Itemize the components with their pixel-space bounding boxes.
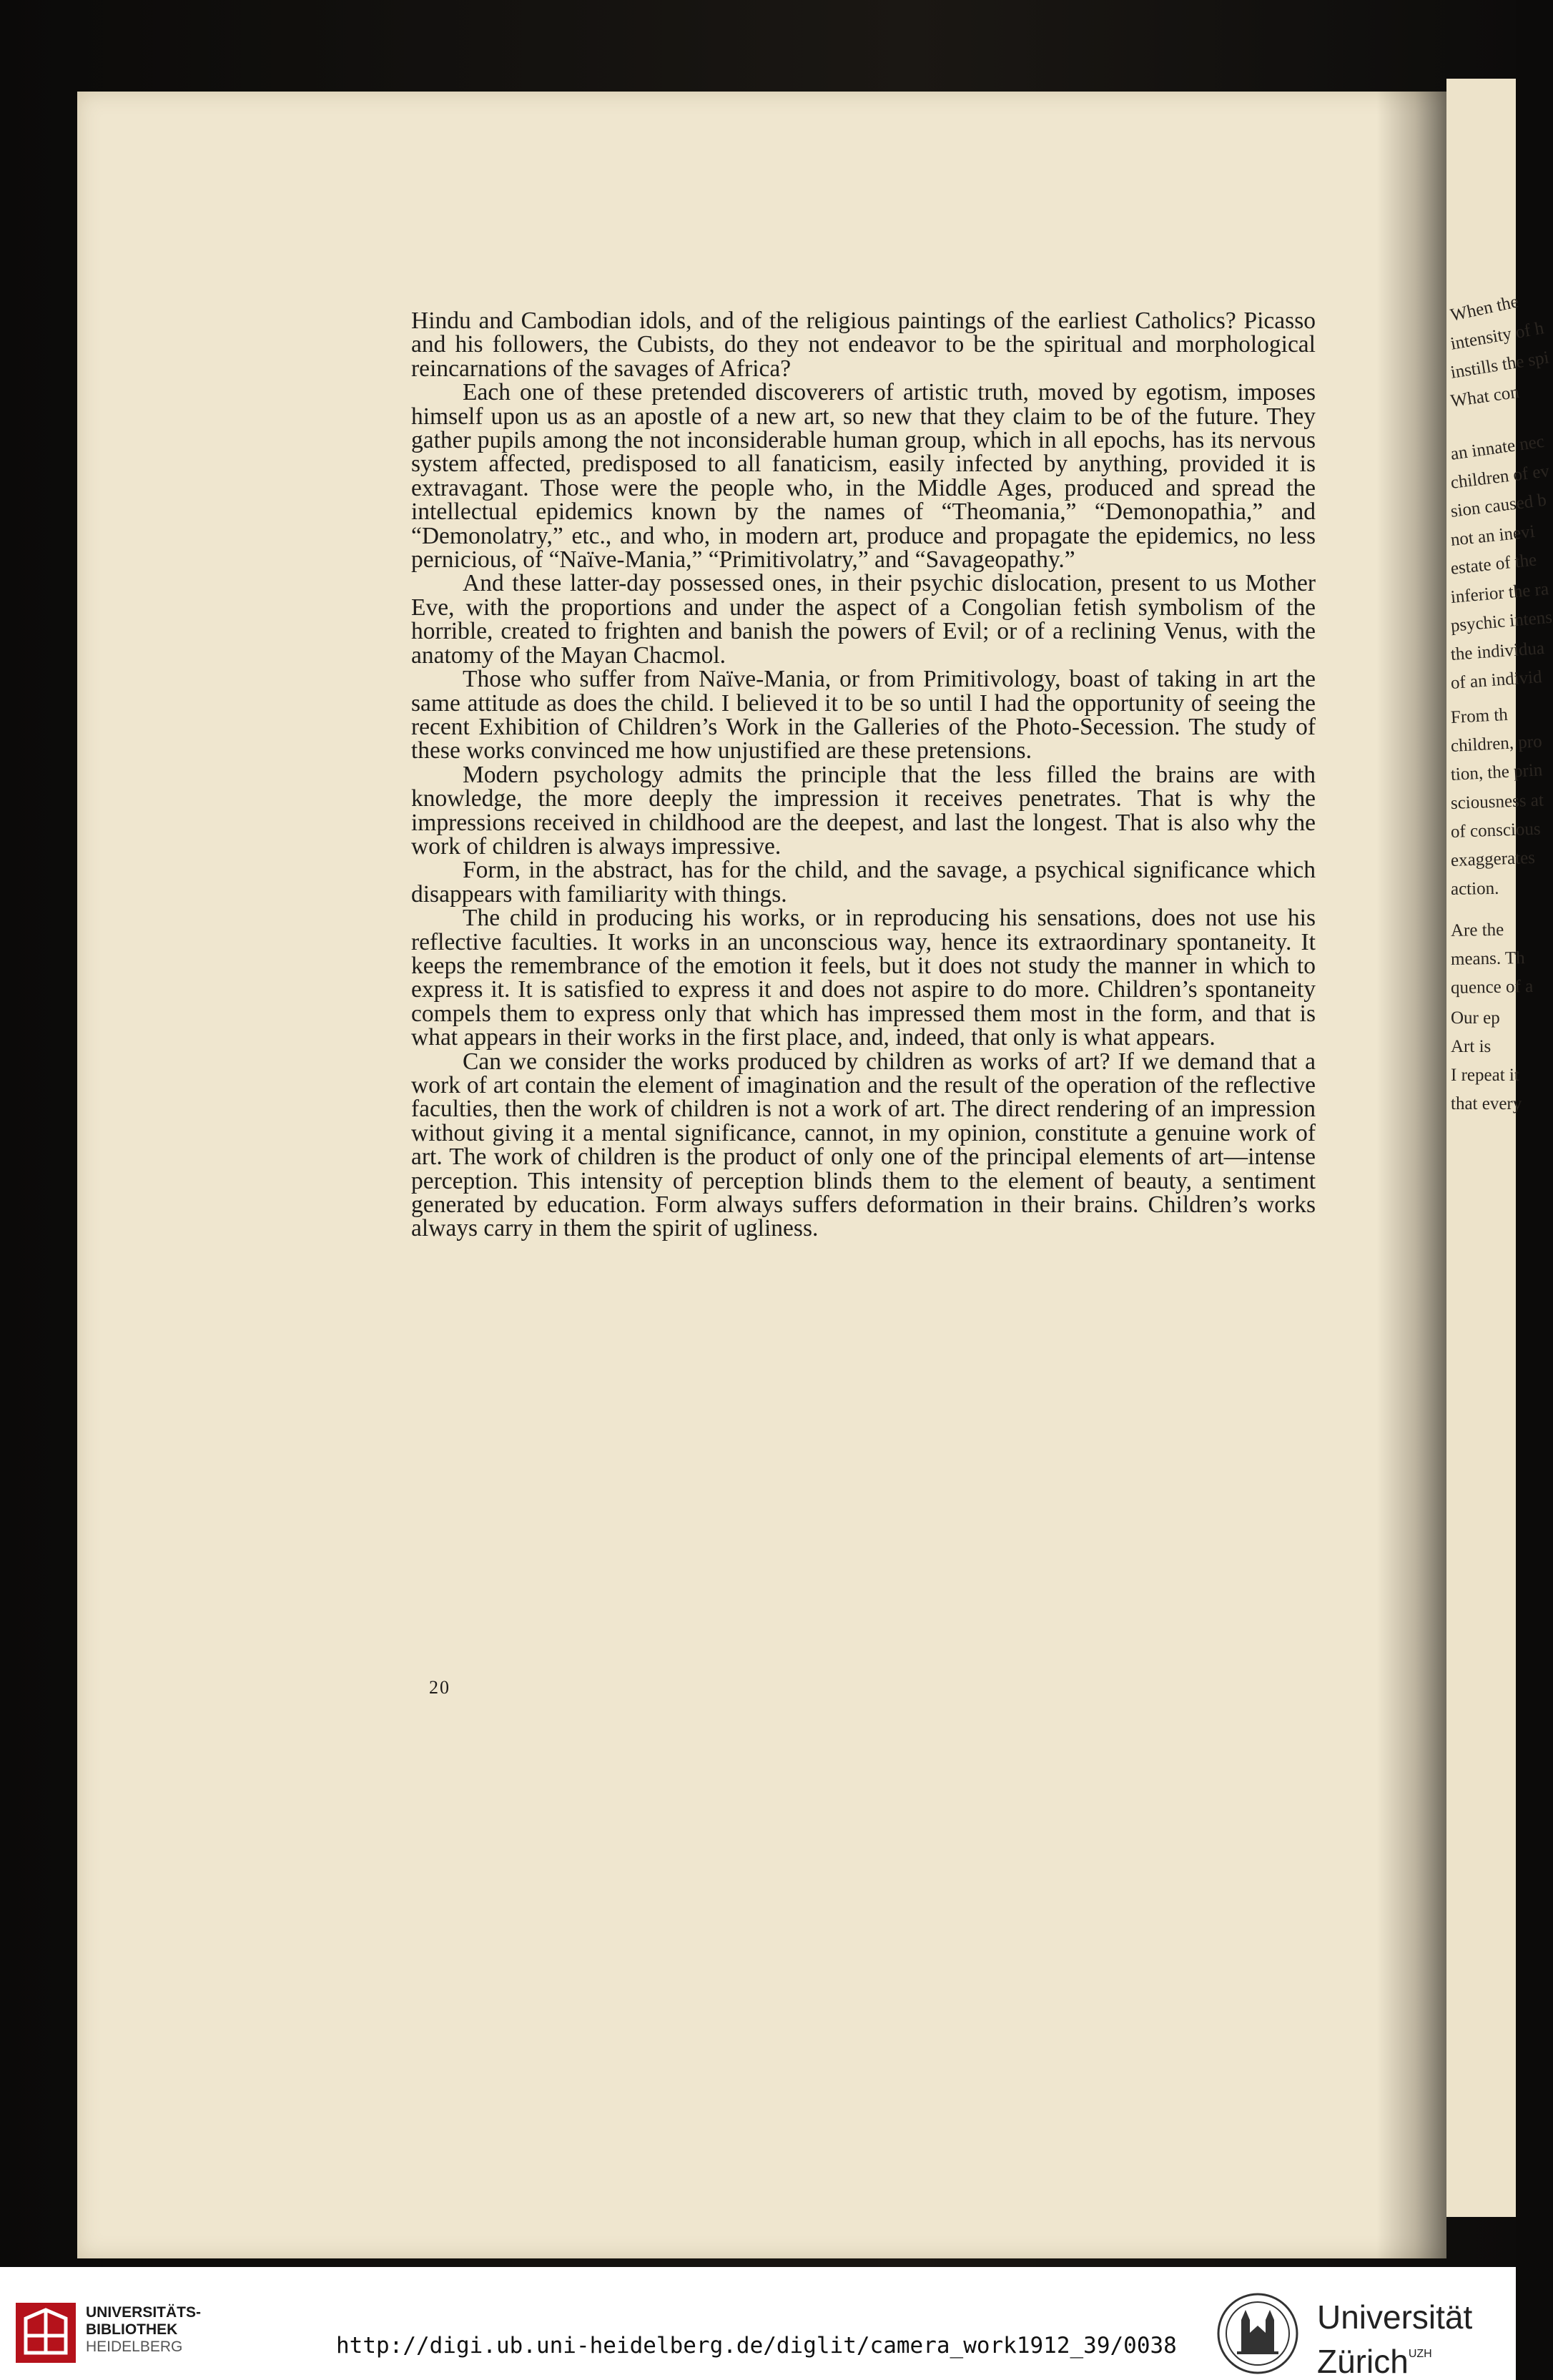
- paragraph: Each one of these pretended discoverers of artistic truth, moved by egotism, imposes himself upon us as an apostle of a new art, so new that they claim to be of the future. They gather pupils among the not inconsiderable human group, which in all epochs, has its nervous system affected, predisposed to all fanaticism, easily infected by anything, provided it is extravagant. Those were the people who, in the Middle Ages, produced and spread the intellectual epidemics known by the names of “Theomania,” “Demonopathia,” and “Demonolatry,” etc., and who, in modern art, produce and propagate the epidemics, no less pernicious, of “Naïve-Mania,” “Primitivolatry,” and “Savageopathy.”: [411, 379, 1316, 574]
- facing-page-fragment: Our ep: [1451, 1008, 1500, 1028]
- facing-page-fragment: Are the: [1450, 920, 1504, 940]
- ub-heidelberg-logo-icon: [16, 2303, 76, 2363]
- facing-page-fragment: instills the spi: [1449, 348, 1551, 383]
- facing-page-fragment: I repeat it: [1451, 1066, 1519, 1085]
- facing-page-fragment: the individua: [1450, 638, 1545, 664]
- facing-page-fragment: estate of the: [1449, 550, 1538, 579]
- page-number: 20: [429, 1677, 450, 1698]
- facing-page-fragment: of an individ: [1450, 667, 1543, 693]
- body-text: [411, 309, 1316, 1241]
- ub-heidelberg-wordmark: UNIVERSITÄTS- BIBLIOTHEK HEIDELBERG: [86, 2304, 202, 2355]
- facing-page-fragment: quence of a: [1450, 976, 1534, 998]
- uzh-seal-icon: [1216, 2291, 1300, 2376]
- facing-page-fragment: tion, the prin: [1450, 760, 1543, 785]
- page-gutter-shadow: [1376, 92, 1446, 2258]
- facing-page-fragment: exaggerates: [1450, 847, 1536, 870]
- facing-page-fragment: psychic intens: [1449, 607, 1553, 636]
- paragraph: Modern psychology admits the principle that the less filled the brains are with knowledge, the more deeply the impression it receives penetrates. That is why the impressions received in childhood are the deepest, and last the longest. That is also why the work of children is always impressive.: [411, 761, 1316, 860]
- paragraph: Form, in the abstract, has for the child, and the savage, a psychical significance which disappears with familiarity with things.: [411, 857, 1316, 908]
- facing-page-fragment: From th: [1450, 704, 1509, 727]
- facing-page-fragment: means. Th: [1450, 948, 1525, 969]
- footer-bar: [0, 2267, 1516, 2380]
- facing-page-fragment: What con: [1449, 382, 1521, 411]
- facing-page-fragment: Art is: [1451, 1037, 1492, 1056]
- source-url-link[interactable]: http://digi.ub.uni-heidelberg.de/diglit/camera_work1912_39/0038: [336, 2333, 1177, 2359]
- facing-page-fragment: intensity of h: [1449, 318, 1546, 354]
- facing-page-fragment: that every: [1451, 1094, 1522, 1113]
- facing-page-fragment: an innate nec: [1449, 431, 1546, 464]
- facing-page-fragment: action.: [1450, 878, 1499, 899]
- facing-page-fragment: of conscious: [1450, 819, 1542, 842]
- facing-page-fragment: children of ev: [1449, 461, 1551, 493]
- facing-page-edge: [1446, 79, 1553, 2217]
- paragraph: The child in producing his works, or in reproducing his sensations, does not use his reflective faculties. It works in an unconscious way, hence its extraordinary spontaneity. It keeps the remembrance of the emotion it feels, but it does not study the manner in which to express it. It is satisfied to express it and does not aspire to do more. Children’s spontaneity compels them to express only that which has impressed them most in the form, and that is what appears in their works in the first place, and, indeed, that only is what appears.: [411, 905, 1316, 1051]
- facing-page-fragment: inferior the ra: [1449, 579, 1550, 607]
- paragraph: Hindu and Cambodian idols, and of the religious paintings of the earliest Catholics? Picasso and his followers, the Cubists, do they not endeavor to be the spiritual and morphological reincarnations of the savages of Africa?: [411, 308, 1316, 382]
- facing-page-fragment: not an inevi: [1449, 521, 1536, 550]
- facing-page-fragment: When the: [1449, 292, 1521, 325]
- facing-page-fragment: sciousness at: [1450, 790, 1544, 813]
- paragraph: Can we consider the works produced by children as works of art? If we demand that a work of art contain the element of imagination and the result of the operation of the reflective faculties, then the work of children is not a work of art. The direct rendering of an impression without giving it a mental significance, cannot, in my opinion, constitute a genuine work of art. The work of children is the product of only one of the principal elements of art—intense perception. This intensity of perception blinds them to the element of beauty, a sentiment generated by education. Form always suffers deformation in their brains. Children’s works always carry in them the spirit of ugliness.: [411, 1048, 1316, 1242]
- paragraph: And these latter-day possessed ones, in their psychic dislocation, present to us Mother Eve, with the proportions and under the aspect of a Congolian fetish symbolism of the horrible, created to frighten and banish the powers of Evil; or of a reclining Venus, with the anatomy of the Mayan Chacmol.: [411, 570, 1316, 669]
- uzh-wordmark: Universität Zürich$^{UZH}$: [1317, 2298, 1473, 2380]
- paragraph: Those who suffer from Naïve-Mania, or from Primitivology, boast of taking in art the same attitude as does the child. I believed it to be so until I had the opportunity of seeing the recent Exhibition of Children’s Work in the Galleries of the Photo-Secession. The study of these works convinced me how unjustified are these pretensions.: [411, 666, 1316, 764]
- facing-page-fragment: sion caused b: [1449, 490, 1548, 521]
- facing-page-fragment: children, pro: [1450, 732, 1543, 756]
